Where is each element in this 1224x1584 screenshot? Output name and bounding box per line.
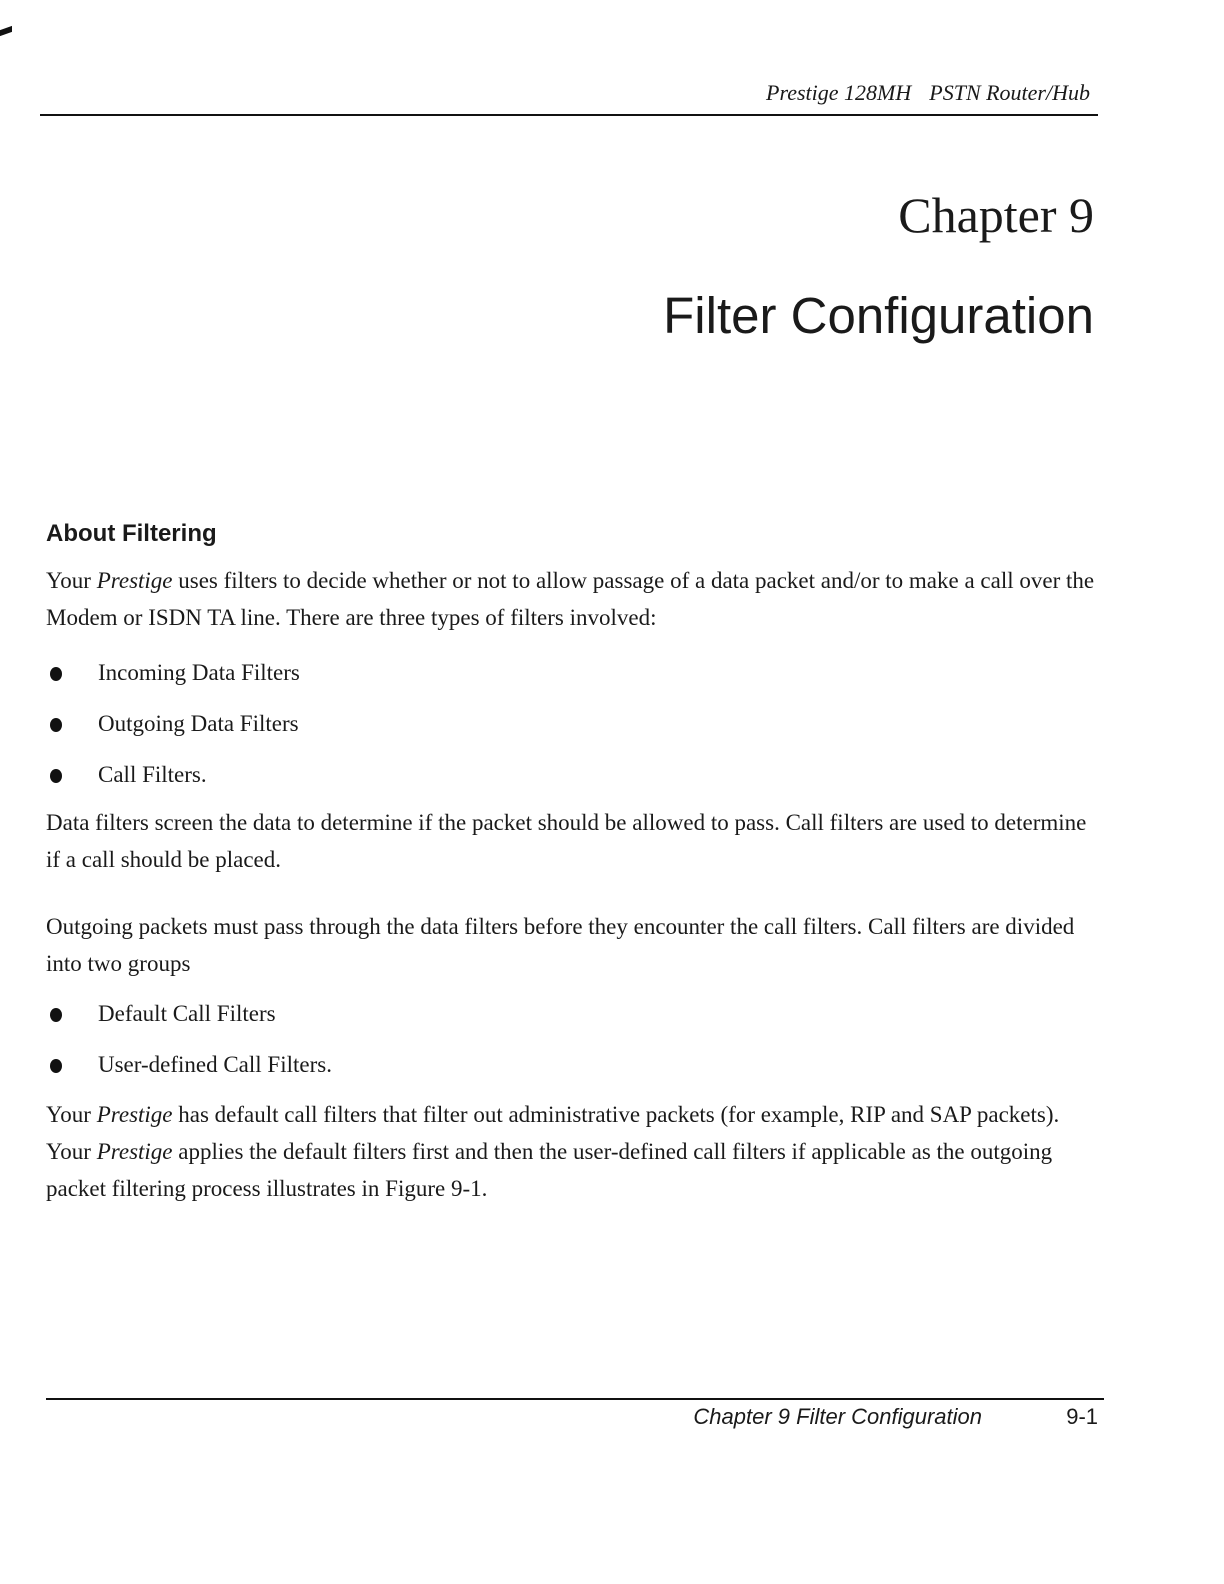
paragraph-data-filters: Data filters screen the data to determine if the packet should be allowed to pass. Call filters are used to determine if a call should be placed. <box>46 810 1087 872</box>
header-product: Prestige 128MH <box>766 80 912 105</box>
list-item <box>46 707 946 758</box>
list-item-label: User-defined Call Filters. <box>98 1052 332 1077</box>
text-run: applies the default filters first and then the user-defined call filters if applicable as the outgoing packet filtering process illustrates in Figure 9-1. <box>46 1139 1053 1201</box>
call-filter-groups-list <box>46 997 946 1099</box>
header-rule <box>40 114 1098 116</box>
paragraph-outgoing-packets: Outgoing packets must pass through the data filters before they encounter the call filters. Call filters are divided into two groups <box>46 914 1075 976</box>
bullet-icon <box>50 718 62 732</box>
product-name-emphasis: Prestige <box>96 1139 173 1164</box>
product-name-emphasis: Prestige <box>96 568 173 593</box>
header-subtitle: PSTN Router/Hub <box>929 80 1090 105</box>
footer-chapter-title: Chapter 9 Filter Configuration <box>693 1404 982 1429</box>
section-heading: About Filtering <box>46 520 217 547</box>
page-header <box>40 78 1098 118</box>
list-item-label: Incoming Data Filters <box>98 660 300 685</box>
list-item <box>46 1048 946 1099</box>
list-item-label: Call Filters. <box>98 762 207 787</box>
list-item <box>46 758 946 809</box>
footer-rule <box>46 1398 1104 1400</box>
paragraph-intro <box>46 562 1106 636</box>
text-run: Your <box>46 1102 97 1127</box>
chapter-number: Chapter 9 <box>898 187 1094 243</box>
footer-page-number: 9-1 <box>1066 1404 1098 1429</box>
paragraph-default-filters <box>46 1096 1106 1207</box>
bullet-icon <box>50 1008 62 1022</box>
product-name-emphasis: Prestige <box>96 1102 173 1127</box>
filter-types-list <box>46 656 946 809</box>
list-item <box>46 997 946 1048</box>
list-item-label: Default Call Filters <box>98 1001 276 1026</box>
chapter-title: Filter Configuration <box>663 287 1094 344</box>
bullet-icon <box>50 1059 62 1073</box>
text-run: has default call filters that filter out administrative packets (for example, RIP and SAP packets). Your <box>46 1102 1060 1164</box>
scan-artifact-mark <box>0 26 12 36</box>
list-item <box>46 656 946 707</box>
bullet-icon <box>50 769 62 783</box>
list-item-label: Outgoing Data Filters <box>98 711 299 736</box>
header-title <box>766 80 1090 106</box>
bullet-icon <box>50 667 62 681</box>
text-run: Your <box>46 568 97 593</box>
text-run: uses filters to decide whether or not to allow passage of a data packet and/or to make a call over the Modem or ISDN TA line. There are three types of filters involved: <box>46 568 1095 630</box>
